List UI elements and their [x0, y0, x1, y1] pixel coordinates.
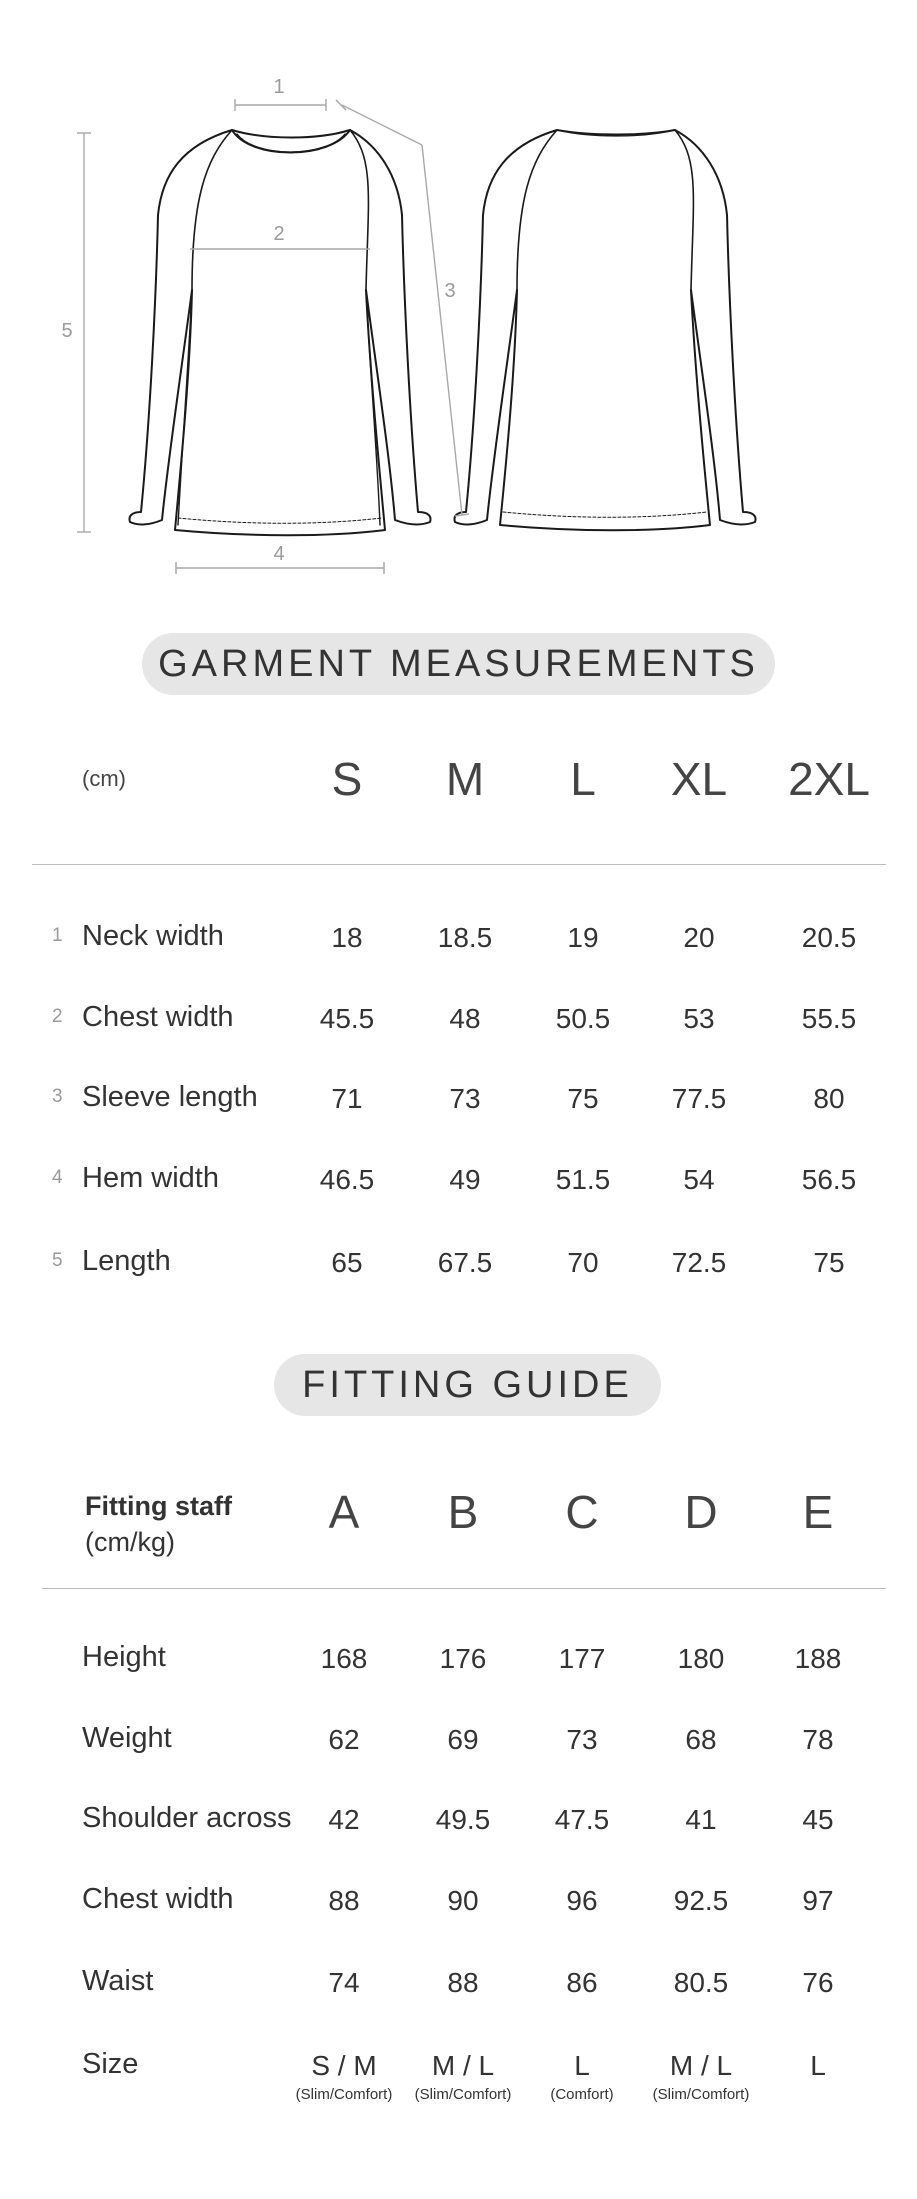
table-cell: 71	[331, 1083, 363, 1114]
staff-header-c: C	[565, 1486, 599, 1538]
size-header-m: M	[445, 753, 485, 805]
diagram-label-4: 4	[273, 543, 285, 565]
fitting-staff-unit: (cm/kg)	[85, 1527, 175, 1557]
row-number: 5	[52, 1250, 63, 1271]
diagram-label-5: 5	[61, 320, 73, 342]
row-label-height: Height	[82, 1641, 166, 1673]
garment-unit-label: (cm)	[82, 766, 126, 791]
table-cell: 48	[449, 1003, 481, 1034]
row-label-sleeve-length: Sleeve length	[82, 1081, 258, 1113]
staff-header-e: E	[802, 1486, 834, 1538]
fitting-guide-title: FITTING GUIDE	[274, 1354, 661, 1416]
size-cell	[296, 2050, 393, 2103]
table-cell: 97	[802, 1885, 834, 1916]
back-view-drawing	[454, 130, 755, 530]
size-value: M / L	[669, 2050, 733, 2081]
fitting-header-divider	[42, 1588, 886, 1589]
table-cell: 77.5	[671, 1083, 727, 1114]
size-cell	[810, 2050, 826, 2086]
table-cell: 73	[449, 1083, 481, 1114]
table-cell: 53	[683, 1003, 715, 1034]
row-label-neck-width: Neck width	[82, 920, 224, 952]
row-number: 4	[52, 1167, 63, 1188]
fitting-staff-title: Fitting staff	[85, 1491, 232, 1521]
row-number: 2	[52, 1006, 63, 1027]
table-cell: 20.5	[801, 922, 857, 953]
table-cell: 65	[331, 1247, 363, 1278]
table-cell: 67.5	[437, 1247, 493, 1278]
table-cell: 18	[331, 922, 363, 953]
diagram-label-3: 3	[444, 280, 456, 302]
size-value: L	[574, 2050, 590, 2081]
table-cell: 72.5	[671, 1247, 727, 1278]
table-cell: 75	[567, 1083, 599, 1114]
size-note: (Slim/Comfort)	[295, 2086, 393, 2103]
row-number: 3	[52, 1086, 63, 1107]
table-cell: 41	[685, 1804, 717, 1835]
table-cell: 62	[328, 1724, 360, 1755]
garment-measurements-title: GARMENT MEASUREMENTS	[142, 633, 775, 695]
table-cell: 80	[813, 1083, 845, 1114]
table-cell: 42	[328, 1804, 360, 1835]
table-cell: 47.5	[554, 1804, 610, 1835]
table-cell: 86	[566, 1967, 598, 1998]
table-cell: 45	[802, 1804, 834, 1835]
size-header-l: L	[570, 753, 596, 805]
table-cell: 88	[328, 1885, 360, 1916]
table-cell: 74	[328, 1967, 360, 1998]
table-cell: 73	[566, 1724, 598, 1755]
table-cell: 76	[802, 1967, 834, 1998]
fitting-staff-label	[85, 1488, 232, 1560]
table-cell: 188	[794, 1643, 842, 1674]
size-note: (Comfort)	[550, 2086, 614, 2103]
front-view-drawing	[129, 130, 430, 535]
row-label-size: Size	[82, 2048, 139, 2080]
row-label-hem-width: Hem width	[82, 1162, 219, 1194]
size-note: (Slim/Comfort)	[652, 2086, 750, 2103]
size-value: M / L	[431, 2050, 495, 2081]
diagram-label-2: 2	[273, 223, 285, 245]
table-cell: 49.5	[435, 1804, 491, 1835]
table-cell: 45.5	[319, 1003, 375, 1034]
size-cell	[653, 2050, 750, 2103]
table-cell: 55.5	[801, 1003, 857, 1034]
table-cell: 19	[567, 922, 599, 953]
table-cell: 90	[447, 1885, 479, 1916]
table-cell: 49	[449, 1164, 481, 1195]
table-cell: 168	[320, 1643, 368, 1674]
row-label-length: Length	[82, 1245, 171, 1277]
row-label-waist: Waist	[82, 1965, 154, 1997]
table-cell: 176	[439, 1643, 487, 1674]
table-cell: 18.5	[437, 922, 493, 953]
table-cell: 54	[683, 1164, 715, 1195]
table-cell: 180	[677, 1643, 725, 1674]
garment-header-divider	[32, 864, 886, 865]
table-cell: 50.5	[555, 1003, 611, 1034]
diagram-label-1: 1	[273, 76, 285, 98]
size-cell	[550, 2050, 613, 2103]
row-number: 1	[52, 925, 63, 946]
row-label-chest-width: Chest width	[82, 1883, 234, 1915]
table-cell: 177	[558, 1643, 606, 1674]
table-cell: 20	[683, 922, 715, 953]
table-cell: 69	[447, 1724, 479, 1755]
table-cell: 92.5	[673, 1885, 729, 1916]
table-cell: 80.5	[673, 1967, 729, 1998]
size-note: (Slim/Comfort)	[414, 2086, 512, 2103]
row-label-weight: Weight	[82, 1722, 172, 1754]
table-cell: 75	[813, 1247, 845, 1278]
table-cell: 51.5	[555, 1164, 611, 1195]
size-cell	[415, 2050, 512, 2103]
size-header-s: S	[331, 753, 363, 805]
size-value: L	[810, 2050, 826, 2081]
row-label-chest-width: Chest width	[82, 1001, 234, 1033]
table-cell: 78	[802, 1724, 834, 1755]
size-value: S / M	[311, 2050, 377, 2081]
size-header-2xl: 2XL	[788, 753, 870, 805]
row-label-shoulder-across: Shoulder across	[82, 1802, 292, 1834]
table-cell: 96	[566, 1885, 598, 1916]
table-cell: 46.5	[319, 1164, 375, 1195]
table-cell: 68	[685, 1724, 717, 1755]
staff-header-d: D	[684, 1486, 718, 1538]
table-cell: 70	[567, 1247, 599, 1278]
table-cell: 56.5	[801, 1164, 857, 1195]
table-cell: 88	[447, 1967, 479, 1998]
garment-diagram	[0, 0, 917, 600]
staff-header-b: B	[447, 1486, 479, 1538]
size-header-xl: XL	[670, 753, 728, 805]
staff-header-a: A	[328, 1486, 360, 1538]
